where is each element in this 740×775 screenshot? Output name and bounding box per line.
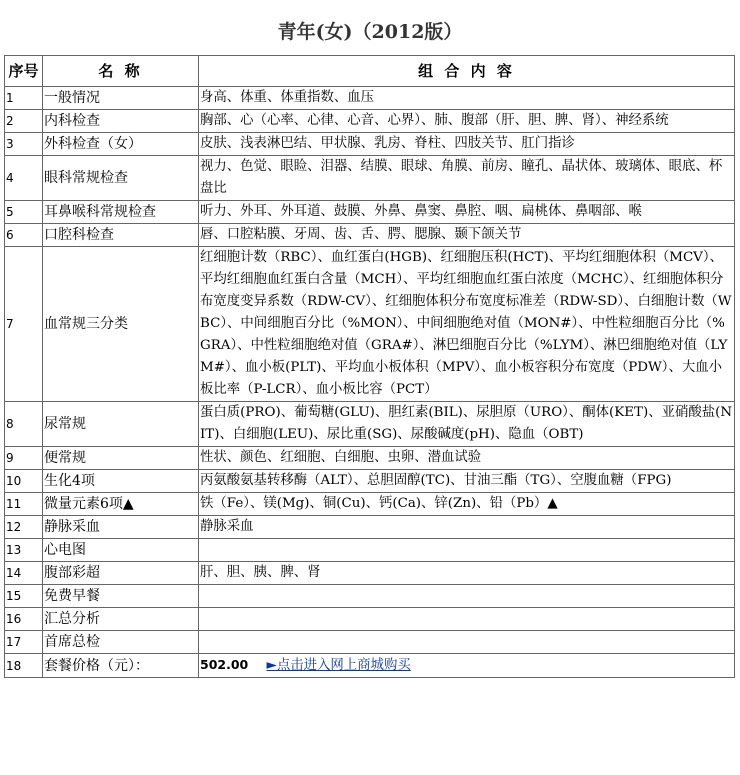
item-name: 免费早餐 bbox=[43, 585, 199, 608]
table-row bbox=[5, 493, 735, 516]
row-number: 15 bbox=[5, 585, 43, 608]
row-number: 10 bbox=[5, 470, 43, 493]
table-row bbox=[5, 247, 735, 402]
item-content: 听力、外耳、外耳道、鼓膜、外鼻、鼻窦、鼻腔、咽、扁桃体、鼻咽部、喉 bbox=[199, 201, 735, 224]
item-name: 微量元素6项▲ bbox=[43, 493, 199, 516]
table-row bbox=[5, 585, 735, 608]
table-row bbox=[5, 110, 735, 133]
row-number: 5 bbox=[5, 201, 43, 224]
item-name: 耳鼻喉科常规检查 bbox=[43, 201, 199, 224]
row-number: 7 bbox=[5, 247, 43, 402]
table-row bbox=[5, 224, 735, 247]
item-name: 生化4项 bbox=[43, 470, 199, 493]
header-content: 组 合 内 容 bbox=[199, 56, 735, 87]
table-row bbox=[5, 133, 735, 156]
item-content: 蛋白质(PRO)、葡萄糖(GLU)、胆红素(BIL)、尿胆原（URO）、酮体(KET)、亚硝酸盐(NIT)、白细胞(LEU)、尿比重(SG)、尿酸碱度(pH)、隐血（OBT) bbox=[199, 402, 735, 447]
item-content: 性状、颜色、红细胞、白细胞、虫卵、潜血试验 bbox=[199, 447, 735, 470]
table-row bbox=[5, 87, 735, 110]
item-content: 胸部、心（心率、心律、心音、心界）、肺、腹部（肝、胆、脾、肾）、神经系统 bbox=[199, 110, 735, 133]
item-name: 眼科常规检查 bbox=[43, 156, 199, 201]
table-row bbox=[5, 402, 735, 447]
row-number: 18 bbox=[5, 654, 43, 678]
row-number: 11 bbox=[5, 493, 43, 516]
item-name: 首席总检 bbox=[43, 631, 199, 654]
item-name: 腹部彩超 bbox=[43, 562, 199, 585]
table-row bbox=[5, 516, 735, 539]
price-cell bbox=[199, 654, 735, 678]
item-name: 尿常规 bbox=[43, 402, 199, 447]
row-number: 1 bbox=[5, 87, 43, 110]
row-number: 2 bbox=[5, 110, 43, 133]
price-value: 502.00 bbox=[200, 657, 249, 672]
table-row bbox=[5, 631, 735, 654]
table-row bbox=[5, 608, 735, 631]
price-row bbox=[5, 654, 735, 678]
row-number: 9 bbox=[5, 447, 43, 470]
table-row bbox=[5, 447, 735, 470]
package-table bbox=[4, 55, 735, 678]
page-title: 青年(女)（2012版） bbox=[277, 21, 463, 43]
item-content: 丙氨酸氨基转移酶（ALT）、总胆固醇(TC)、甘油三酯（TG）、空腹血糖（FPG) bbox=[199, 470, 735, 493]
item-name: 一般情况 bbox=[43, 87, 199, 110]
item-content: 红细胞计数（RBC）、血红蛋白(HGB)、红细胞压积(HCT)、平均红细胞体积（MCV）、平均红细胞血红蛋白含量（MCH）、平均红细胞血红蛋白浓度（MCHC）、红细胞体积分布宽度变异系数（RDW-CV）、红细胞体积分布宽度标准差（RDW-SD）、白细胞计数（WBC）、中间细胞百分比（%MON）、中间细胞绝对值（MON#）、中性粒细胞百分比（%GRA）、中性粒细胞绝对值（GRA#）、淋巴细胞百分比（%LYM）、淋巴细胞绝对值（LYM#）、血小板(PLT)、平均血小板体积（MPV）、血小板容积分布宽度（PDW）、大血小板比率（P-LCR）、血小板比容（PCT） bbox=[199, 247, 735, 402]
item-content: 唇、口腔粘膜、牙周、齿、舌、腭、腮腺、颞下颌关节 bbox=[199, 224, 735, 247]
row-number: 6 bbox=[5, 224, 43, 247]
item-content: 静脉采血 bbox=[199, 516, 735, 539]
row-number: 8 bbox=[5, 402, 43, 447]
buy-online-link[interactable]: ►点击进入网上商城购买 bbox=[266, 658, 411, 673]
item-name: 口腔科检查 bbox=[43, 224, 199, 247]
table-row bbox=[5, 470, 735, 493]
table-row bbox=[5, 539, 735, 562]
item-name: 汇总分析 bbox=[43, 608, 199, 631]
item-content: 皮肤、浅表淋巴结、甲状腺、乳房、脊柱、四肢关节、肛门指诊 bbox=[199, 133, 735, 156]
item-content: 铁（Fe）、镁(Mg)、铜(Cu)、钙(Ca)、锌(Zn)、铅（Pb）▲ bbox=[199, 493, 735, 516]
row-number: 17 bbox=[5, 631, 43, 654]
item-content: 肝、胆、胰、脾、肾 bbox=[199, 562, 735, 585]
item-name: 内科检查 bbox=[43, 110, 199, 133]
item-content bbox=[199, 585, 735, 608]
row-number: 4 bbox=[5, 156, 43, 201]
item-name: 血常规三分类 bbox=[43, 247, 199, 402]
item-name: 便常规 bbox=[43, 447, 199, 470]
table-row bbox=[5, 156, 735, 201]
item-name: 外科检查（女） bbox=[43, 133, 199, 156]
row-number: 16 bbox=[5, 608, 43, 631]
row-number: 14 bbox=[5, 562, 43, 585]
item-name: 心电图 bbox=[43, 539, 199, 562]
item-content: 视力、色觉、眼睑、泪器、结膜、眼球、角膜、前房、瞳孔、晶状体、玻璃体、眼底、杯盘比 bbox=[199, 156, 735, 201]
row-number: 12 bbox=[5, 516, 43, 539]
price-label: 套餐价格（元）： bbox=[43, 654, 199, 678]
header-name: 名 称 bbox=[43, 56, 199, 87]
header-no: 序号 bbox=[5, 56, 43, 87]
item-content bbox=[199, 631, 735, 654]
row-number: 13 bbox=[5, 539, 43, 562]
row-number: 3 bbox=[5, 133, 43, 156]
table-row bbox=[5, 201, 735, 224]
item-name: 静脉采血 bbox=[43, 516, 199, 539]
item-content: 身高、体重、体重指数、血压 bbox=[199, 87, 735, 110]
table-row bbox=[5, 562, 735, 585]
item-content bbox=[199, 539, 735, 562]
table-header-row bbox=[5, 56, 735, 87]
item-content bbox=[199, 608, 735, 631]
